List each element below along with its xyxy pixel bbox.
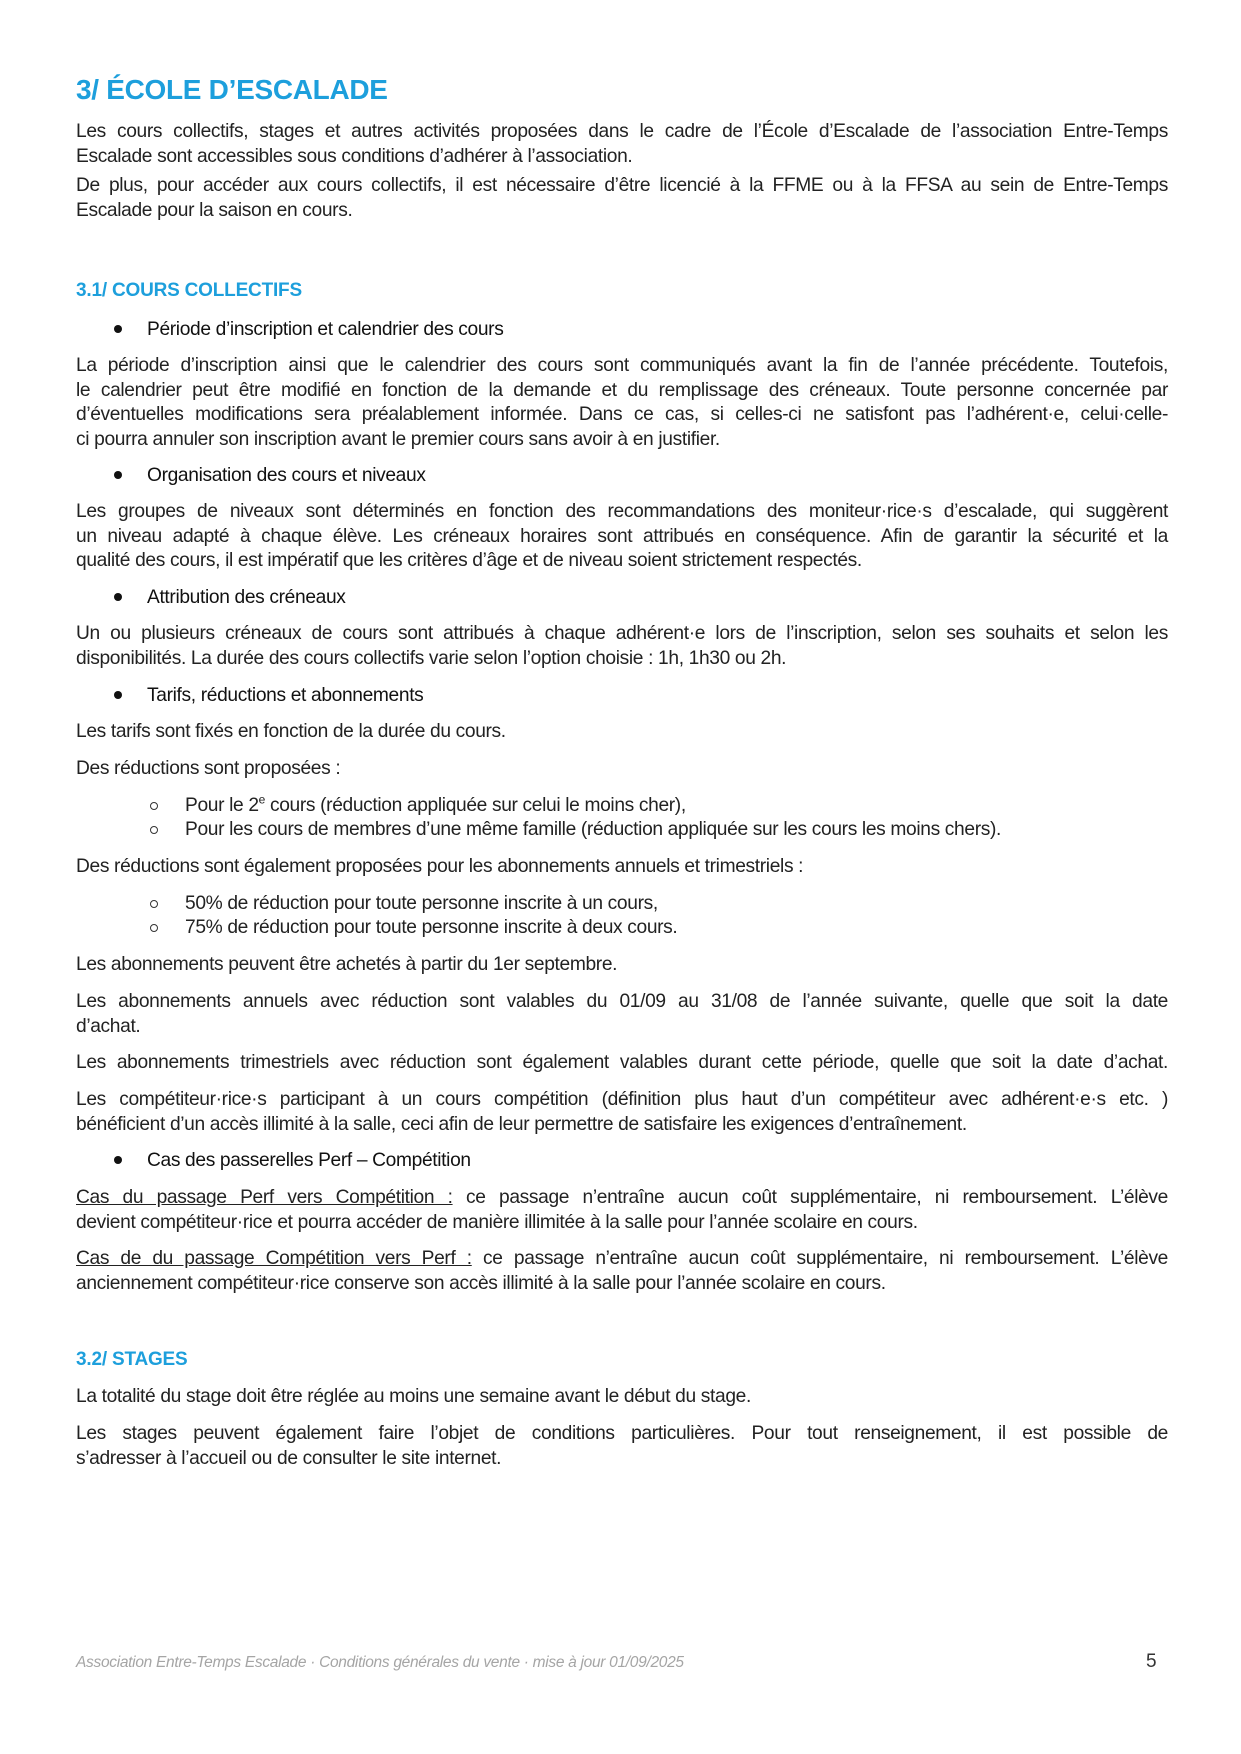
paragraph-stages-1: La totalité du stage doit être réglée au moins une semaine avant le début du stage. <box>76 1386 751 1407</box>
list-item-abonnement-reduction-1: 50% de réduction pour toute personne inscrite à un cours, <box>150 892 658 916</box>
bullet-icon <box>114 1156 122 1164</box>
circle-bullet-icon <box>150 826 158 834</box>
paragraph-attribution: Un ou plusieurs créneaux de cours sont attribués à chaque adhérent·e lors de l’inscription, selon ses souhaits et selon les disponibilités. La durée des cours collectifs varie selon l’option choisie : 1h, 1h30 ou 2h. <box>76 623 1168 669</box>
bullet-icon <box>114 691 122 699</box>
paragraph-passerelle-perf-vers-competition: Cas du passage Perf vers Compétition : ce passage n’entraîne aucun coût supplémentaire, ni remboursement. L’élève devient compétiteur·rice et pourra accéder de manière illimitée à la salle pour l’année scolaire en cours. <box>76 1187 1168 1233</box>
bullet-heading-attribution: Attribution des créneaux <box>114 586 346 610</box>
bullet-heading-periode: Période d’inscription et calendrier des cours <box>114 318 503 342</box>
section-title: 3/ ÉCOLE D’ESCALADE <box>76 74 388 105</box>
paragraph-tarifs-5: Les abonnements annuels avec réduction sont valables du 01/09 au 31/08 de l’année suivante, quelle que soit la date d’achat. <box>76 991 1168 1037</box>
list-item-reduction-2: Pour les cours de membres d’une même famille (réduction appliquée sur les cours les moins chers). <box>150 818 1001 842</box>
paragraph-tarifs-6: Les abonnements trimestriels avec réduction sont également valables durant cette période, quelle que soit la date d’achat. <box>76 1052 1168 1073</box>
paragraph-stages-2: Les stages peuvent également faire l’objet de conditions particulières. Pour tout renseignement, il est possible de s’adresser à l’accueil ou de consulter le site internet. <box>76 1423 1168 1469</box>
list-item-abonnement-reduction-2: 75% de réduction pour toute personne inscrite à deux cours. <box>150 916 677 940</box>
bullet-icon <box>114 471 122 479</box>
paragraph-tarifs-4: Les abonnements peuvent être achetés à partir du 1er septembre. <box>76 954 618 975</box>
circle-bullet-icon <box>150 802 158 810</box>
subsection-title-stages: 3.2/ STAGES <box>76 1349 188 1370</box>
circle-bullet-icon <box>150 924 158 932</box>
circle-bullet-icon <box>150 900 158 908</box>
bullet-heading-tarifs: Tarifs, réductions et abonnements <box>114 684 423 708</box>
footer-text: Association Entre-Temps Escalade · Conditions générales du vente · mise à jour 01/09/2025 <box>76 1654 684 1671</box>
paragraph-passerelle-competition-vers-perf: Cas de du passage Compétition vers Perf : ce passage n’entraîne aucun coût supplémentaire, ni remboursement. L’élève anciennement compétiteur·rice conserve son accès illimité à la salle pour l’année scolaire en cours. <box>76 1248 1169 1294</box>
subsection-title-cours-collectifs: 3.1/ COURS COLLECTIFS <box>76 280 302 301</box>
bullet-heading-passerelles: Cas des passerelles Perf – Compétition <box>114 1149 471 1173</box>
paragraph-periode: La période d’inscription ainsi que le calendrier des cours sont communiqués avant la fin de l’année précédente. Toutefois, le calendrier peut être modifié en fonction de la demande et du remplissage des créneaux. Toute personne concernée par d’éventuelles modifications sera préalablement informée. Dans ce cas, si celles-ci ne satisfont pas l’adhérent·e, celui·celle- ci pourra annuler son inscription avant le premier cours sans avoir à en justifier. <box>76 355 1168 450</box>
paragraph-tarifs-7: Les compétiteur·rice·s participant à un cours compétition (définition plus haut d’un compétiteur avec adhérent·e·s etc. ) bénéficient d’un accès illimité à la salle, ceci afin de leur permettre de satisfaire les exigences d’entraînement. <box>76 1089 1168 1135</box>
paragraph-organisation: Les groupes de niveaux sont déterminés en fonction des recommandations des moniteur·rice·s d’escalade, qui suggèrent un niveau adapté à chaque élève. Les créneaux horaires sont attribués en conséquence. Afin de garantir la sécurité et la qualité des cours, il est impératif que les critères d’âge et de niveau soient strictement respectés. <box>76 501 1168 571</box>
case-label: Cas de du passage Compétition vers Perf : <box>76 1248 472 1269</box>
page-number: 5 <box>1146 1651 1157 1672</box>
bullet-heading-organisation: Organisation des cours et niveaux <box>114 464 426 488</box>
intro-paragraph-1: Les cours collectifs, stages et autres activités proposées dans le cadre de l’École d’Escalade de l’association Entre-Temps Escalade sont accessibles sous conditions d’adhérer à l’association. <box>76 121 1168 167</box>
paragraph-tarifs-3: Des réductions sont également proposées pour les abonnements annuels et trimestriels : <box>76 856 804 877</box>
paragraph-tarifs-2: Des réductions sont proposées : <box>76 758 341 779</box>
bullet-icon <box>114 593 122 601</box>
case-label: Cas du passage Perf vers Compétition : <box>76 1187 453 1208</box>
intro-paragraph-2: De plus, pour accéder aux cours collectifs, il est nécessaire d’être licencié à la FFME ou à la FFSA au sein de Entre-Temps Escalade pour la saison en cours. <box>76 175 1168 221</box>
bullet-icon <box>114 325 122 333</box>
list-item-reduction-1: Pour le 2e cours (réduction appliquée sur celui le moins cher), <box>150 794 686 818</box>
paragraph-tarifs-1: Les tarifs sont fixés en fonction de la durée du cours. <box>76 721 506 742</box>
